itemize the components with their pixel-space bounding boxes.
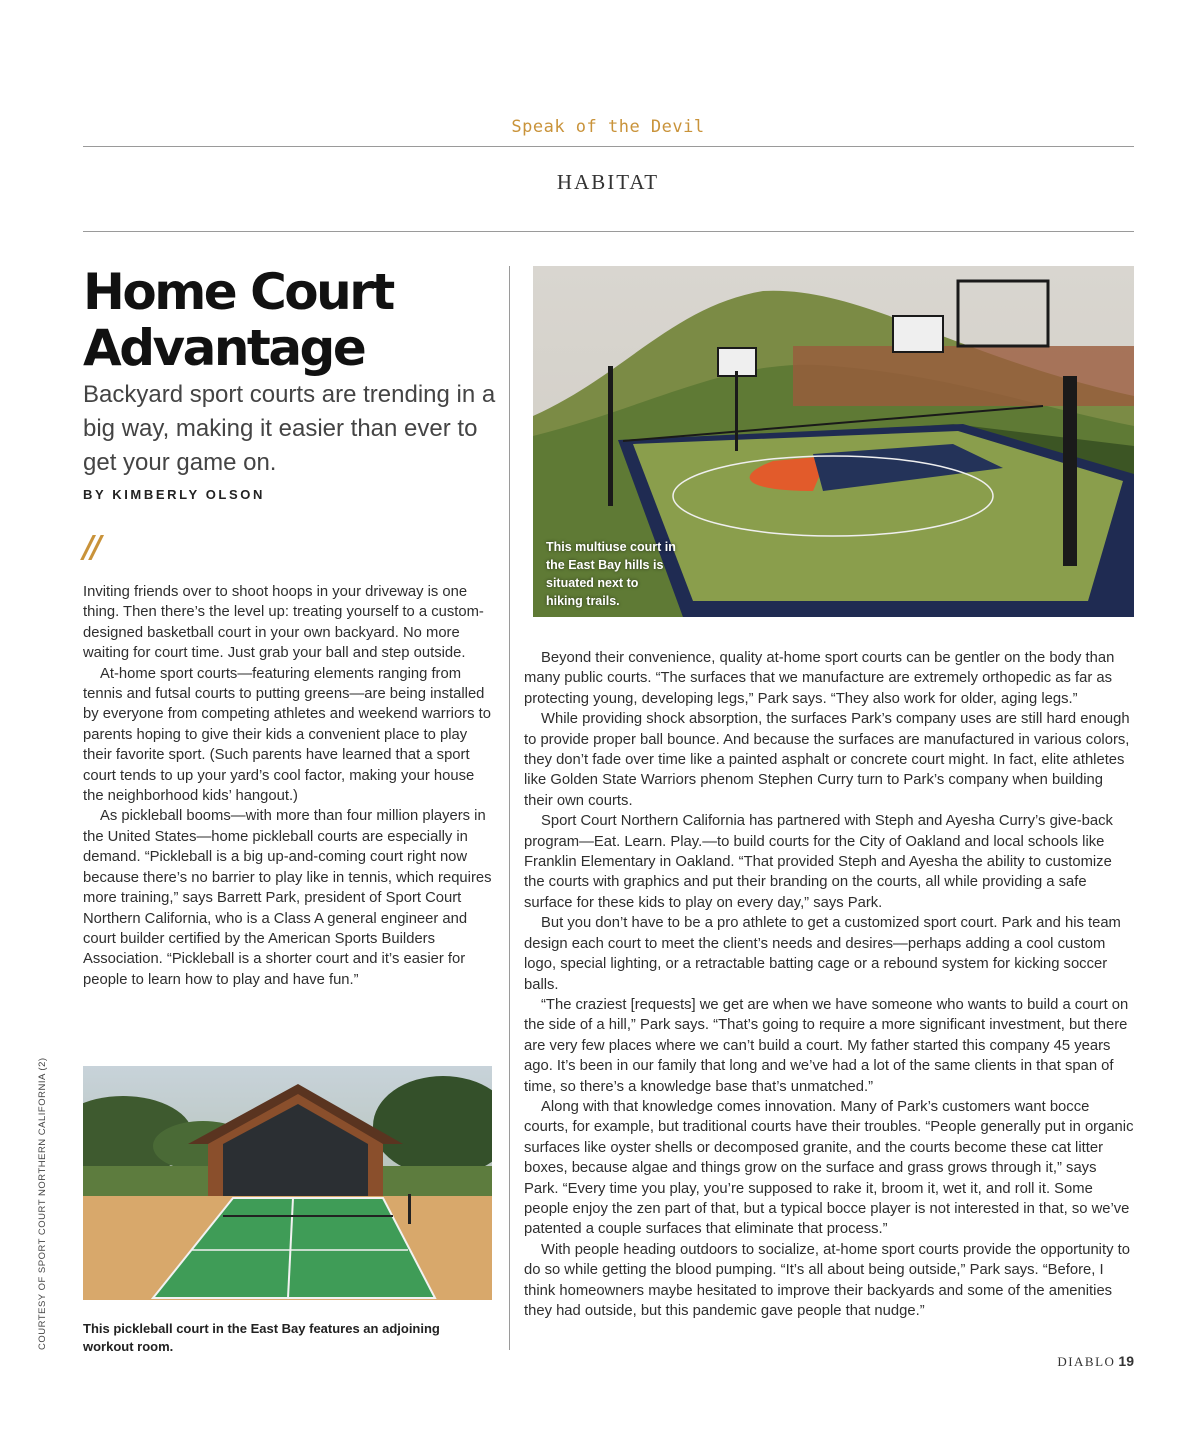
body-paragraph: Sport Court Northern California has partnered with Steph and Ayesha Curry’s give-back program—Eat. Learn. Play.—to build courts for the City of Oakland and local schools like Franklin Elementary in Oakland. “That provided Steph and Ayesha the ability to customize the courts with graphics and put their branding on the courts, all while providing a safe surface for these kids to play on every day,” says Park.	[524, 813, 1113, 911]
body-paragraph: At-home sport courts—featuring elements ranging from tennis and futsal courts to putting greens—are being installed by everyone from competing athletes and weekend warriors to parents hoping to give their kids a convenient place to play their favorite sport. (Such parents have learned that a sport court tends to up your yard’s cool factor, making your house the neighborhood kids’ hangout.)	[83, 665, 491, 805]
section-ornament: //	[83, 530, 99, 565]
page-folio	[1057, 1353, 1134, 1370]
photo-credit: COURTESY OF SPORT COURT NORTHERN CALIFORNIA (2)	[37, 1057, 48, 1350]
top-divider	[83, 146, 1134, 147]
pickleball-court-photo	[83, 1066, 492, 1300]
article-byline: BY KIMBERLY OLSON	[83, 487, 265, 502]
body-paragraph: Inviting friends over to shoot hoops in your driveway is one thing. Then there’s the level up: treating yourself to a custom-designed basketball court in your own backyard. No more waiting for court time. Just grab your ball and step outside.	[83, 584, 484, 662]
multiuse-photo-caption: This multiuse court in the East Bay hills is situated next to hiking trails.	[546, 540, 676, 608]
section-divider	[83, 231, 1134, 232]
section-kicker: Speak of the Devil	[511, 117, 705, 137]
article-dek: Backyard sport courts are trending in a big way, making it easier than ever to get your game on.	[83, 381, 496, 476]
page-number: 19	[1118, 1353, 1134, 1369]
magazine-name: DIABLO	[1057, 1354, 1116, 1369]
section-title: HABITAT	[556, 170, 660, 194]
body-paragraph: While providing shock absorption, the surfaces Park’s company uses are still hard enough to provide proper ball bounce. And because the surfaces are manufactured in various colors, they don’t fade over time like a painted asphalt or concrete court might. In fact, elite athletes like Golden State Warriors phenom Stephen Curry turn to Park’s company when building their own courts.	[524, 711, 1130, 809]
body-paragraph: But you don’t have to be a pro athlete to get a customized sport court. Park and his team design each court to meet the client’s needs and desires—perhaps adding a cool custom logo, special lighting, or a retractable batting cage or a rebound system for kicking soccer balls.	[524, 915, 1121, 993]
article-body-right	[524, 648, 1134, 1321]
article-headline: Home Court Advantage	[83, 263, 393, 377]
body-paragraph: Beyond their convenience, quality at-home sport courts can be gentler on the body than many public courts. “The surfaces that we manufacture are extremely orthopedic as far as protecting young, developing legs,” Park says. “They also work for older, aging legs.”	[524, 650, 1115, 707]
body-paragraph: Along with that knowledge comes innovation. Many of Park’s customers want bocce courts, for example, but traditional courts have their troubles. “People generally put in organic surfaces like oyster shells or decomposed granite, and the courts become these cat litter boxes, because algae and things grow on the surface and grass grows through it,” says Park. “Every time you play, you’re supposed to rake it, broom it, wet it, and roll it. Some people enjoy the zen part of that, but a typical bocce player is not interested in that, so we’ve patented a couple surfaces that eliminate that process.”	[524, 1098, 1134, 1238]
body-paragraph: As pickleball booms—with more than four million players in the United States—home pickleball courts are especially in demand. “Pickleball is a big up-and-coming court right now because there’s no barrier to play like in tennis, which requires more training,” says Barrett Park, president of Sport Court Northern California, who is a Class A general engineer and court builder certified by the American Sports Builders Association. “Pickleball is a shorter court and it’s easier for people to learn how to play and have fun.”	[83, 808, 492, 988]
column-divider	[509, 266, 510, 1350]
article-body-left	[83, 582, 495, 990]
pickleball-photo-caption: This pickleball court in the East Bay features an adjoining workout room.	[83, 1321, 440, 1354]
body-paragraph: “The craziest [requests] we get are when we have someone who wants to build a court on the side of a hill,” Park says. “That’s going to require a more significant investment, but there are very few places where we can’t build a court. My father started this company 45 years ago. It’s been in our family that long and we’ve had a lot of the same clients in that span of time, so there’s a knowledge base that’s unmatched.”	[524, 996, 1129, 1095]
body-paragraph: With people heading outdoors to socialize, at-home sport courts provide the opportunity to do so while getting the blood pumping. “It’s all about being outside,” Park says. “Before, I think homeowners maybe hesitated to improve their backyards and some of the amenities they had outside, but this pandemic gave people that nudge.”	[524, 1241, 1130, 1319]
